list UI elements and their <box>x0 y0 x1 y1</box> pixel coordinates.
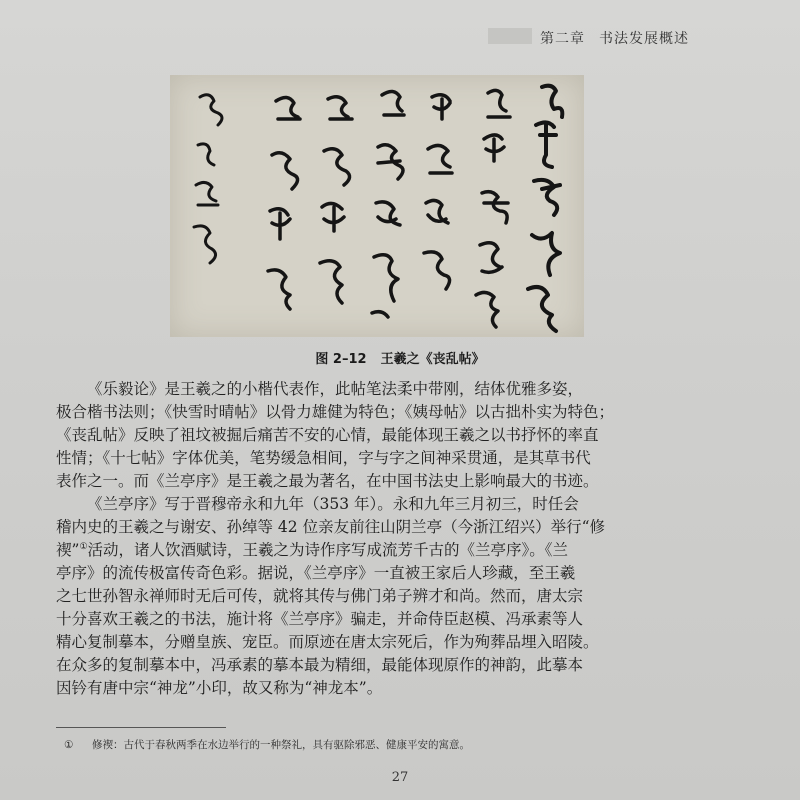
text-line <box>56 539 724 562</box>
text-line: 在众多的复制摹本中，冯承素的摹本最为精细，最能体现原作的神韵，此摹本 <box>56 656 584 674</box>
text-line: 因钤有唐中宗“神龙”小印，故又称为“神龙本”。 <box>56 679 383 697</box>
footnote-divider <box>56 727 226 728</box>
text-fragment: 活动，诸人饮酒赋诗，王羲之为诗作序写成流芳千古的《兰亭序》。《兰 <box>87 541 569 559</box>
figure-title: 王羲之《丧乱帖》 <box>380 352 485 367</box>
text-line: 《丧乱帖》反映了祖坟被掘后痛苦不安的心情，最能体现王羲之以书抒怀的率直 <box>56 426 599 444</box>
text-line: 《乐毅论》是王羲之的小楷代表作，此帖笔法柔中带刚，结体优雅多姿， <box>87 380 584 398</box>
chapter-label: 第二章 <box>540 31 585 47</box>
text-line: 性情；《十七帖》字体优美，笔势缓急相间，字与字之间神采贯通，是其草书代 <box>56 449 591 467</box>
page-number: 27 <box>391 770 409 785</box>
text-line: 亭序》的流传极富传奇色彩。据说，《兰亭序》一直被王家后人珍藏，至王羲 <box>56 564 576 582</box>
text-line: 表作之一。而《兰亭序》是王羲之最为著名，在中国书法史上影响最大的书迹。 <box>56 472 599 490</box>
footnote <box>64 737 470 752</box>
text-line: 十分喜欢王羲之的书法，施计将《兰亭序》骗走，并命侍臣赵模、冯承素等人 <box>56 610 584 628</box>
text-line: 之七世孙智永禅师时无后可传，就将其传与佛门弟子辨才和尚。然而，唐太宗 <box>56 587 584 605</box>
calligraphy-image <box>170 75 584 337</box>
text-fragment: 禊” <box>56 541 80 559</box>
text-line: 稽内史的王羲之与谢安、孙绰等 42 位亲友前往山阴兰亭（今浙江绍兴）举行“修 <box>56 518 606 536</box>
running-head <box>540 28 689 48</box>
footnote-marker: ① <box>64 739 74 751</box>
text-line: 极合楷书法则；《快雪时晴帖》以骨力雄健为特色；《姨母帖》以古拙朴实为特色； <box>56 403 615 421</box>
footnote-ref[interactable]: ① <box>79 541 88 552</box>
calligraphy-strokes <box>170 75 584 337</box>
body-text <box>56 378 724 700</box>
footnote-text: 修禊：古代于春秋两季在水边举行的一种祭礼，具有驱除邪恶、健康平安的寓意。 <box>92 739 470 751</box>
text-line: 《兰亭序》写于晋穆帝永和九年（353 年）。永和九年三月初三，时任会 <box>87 495 579 513</box>
running-head-decoration <box>488 28 532 44</box>
text-line: 精心复制摹本，分赠皇族、宠臣。而原迹在唐太宗死后，作为殉葬品埋入昭陵。 <box>56 633 599 651</box>
figure-label: 图 2–12 <box>315 352 367 367</box>
figure-caption <box>0 348 800 367</box>
section-title: 书法发展概述 <box>599 31 689 47</box>
